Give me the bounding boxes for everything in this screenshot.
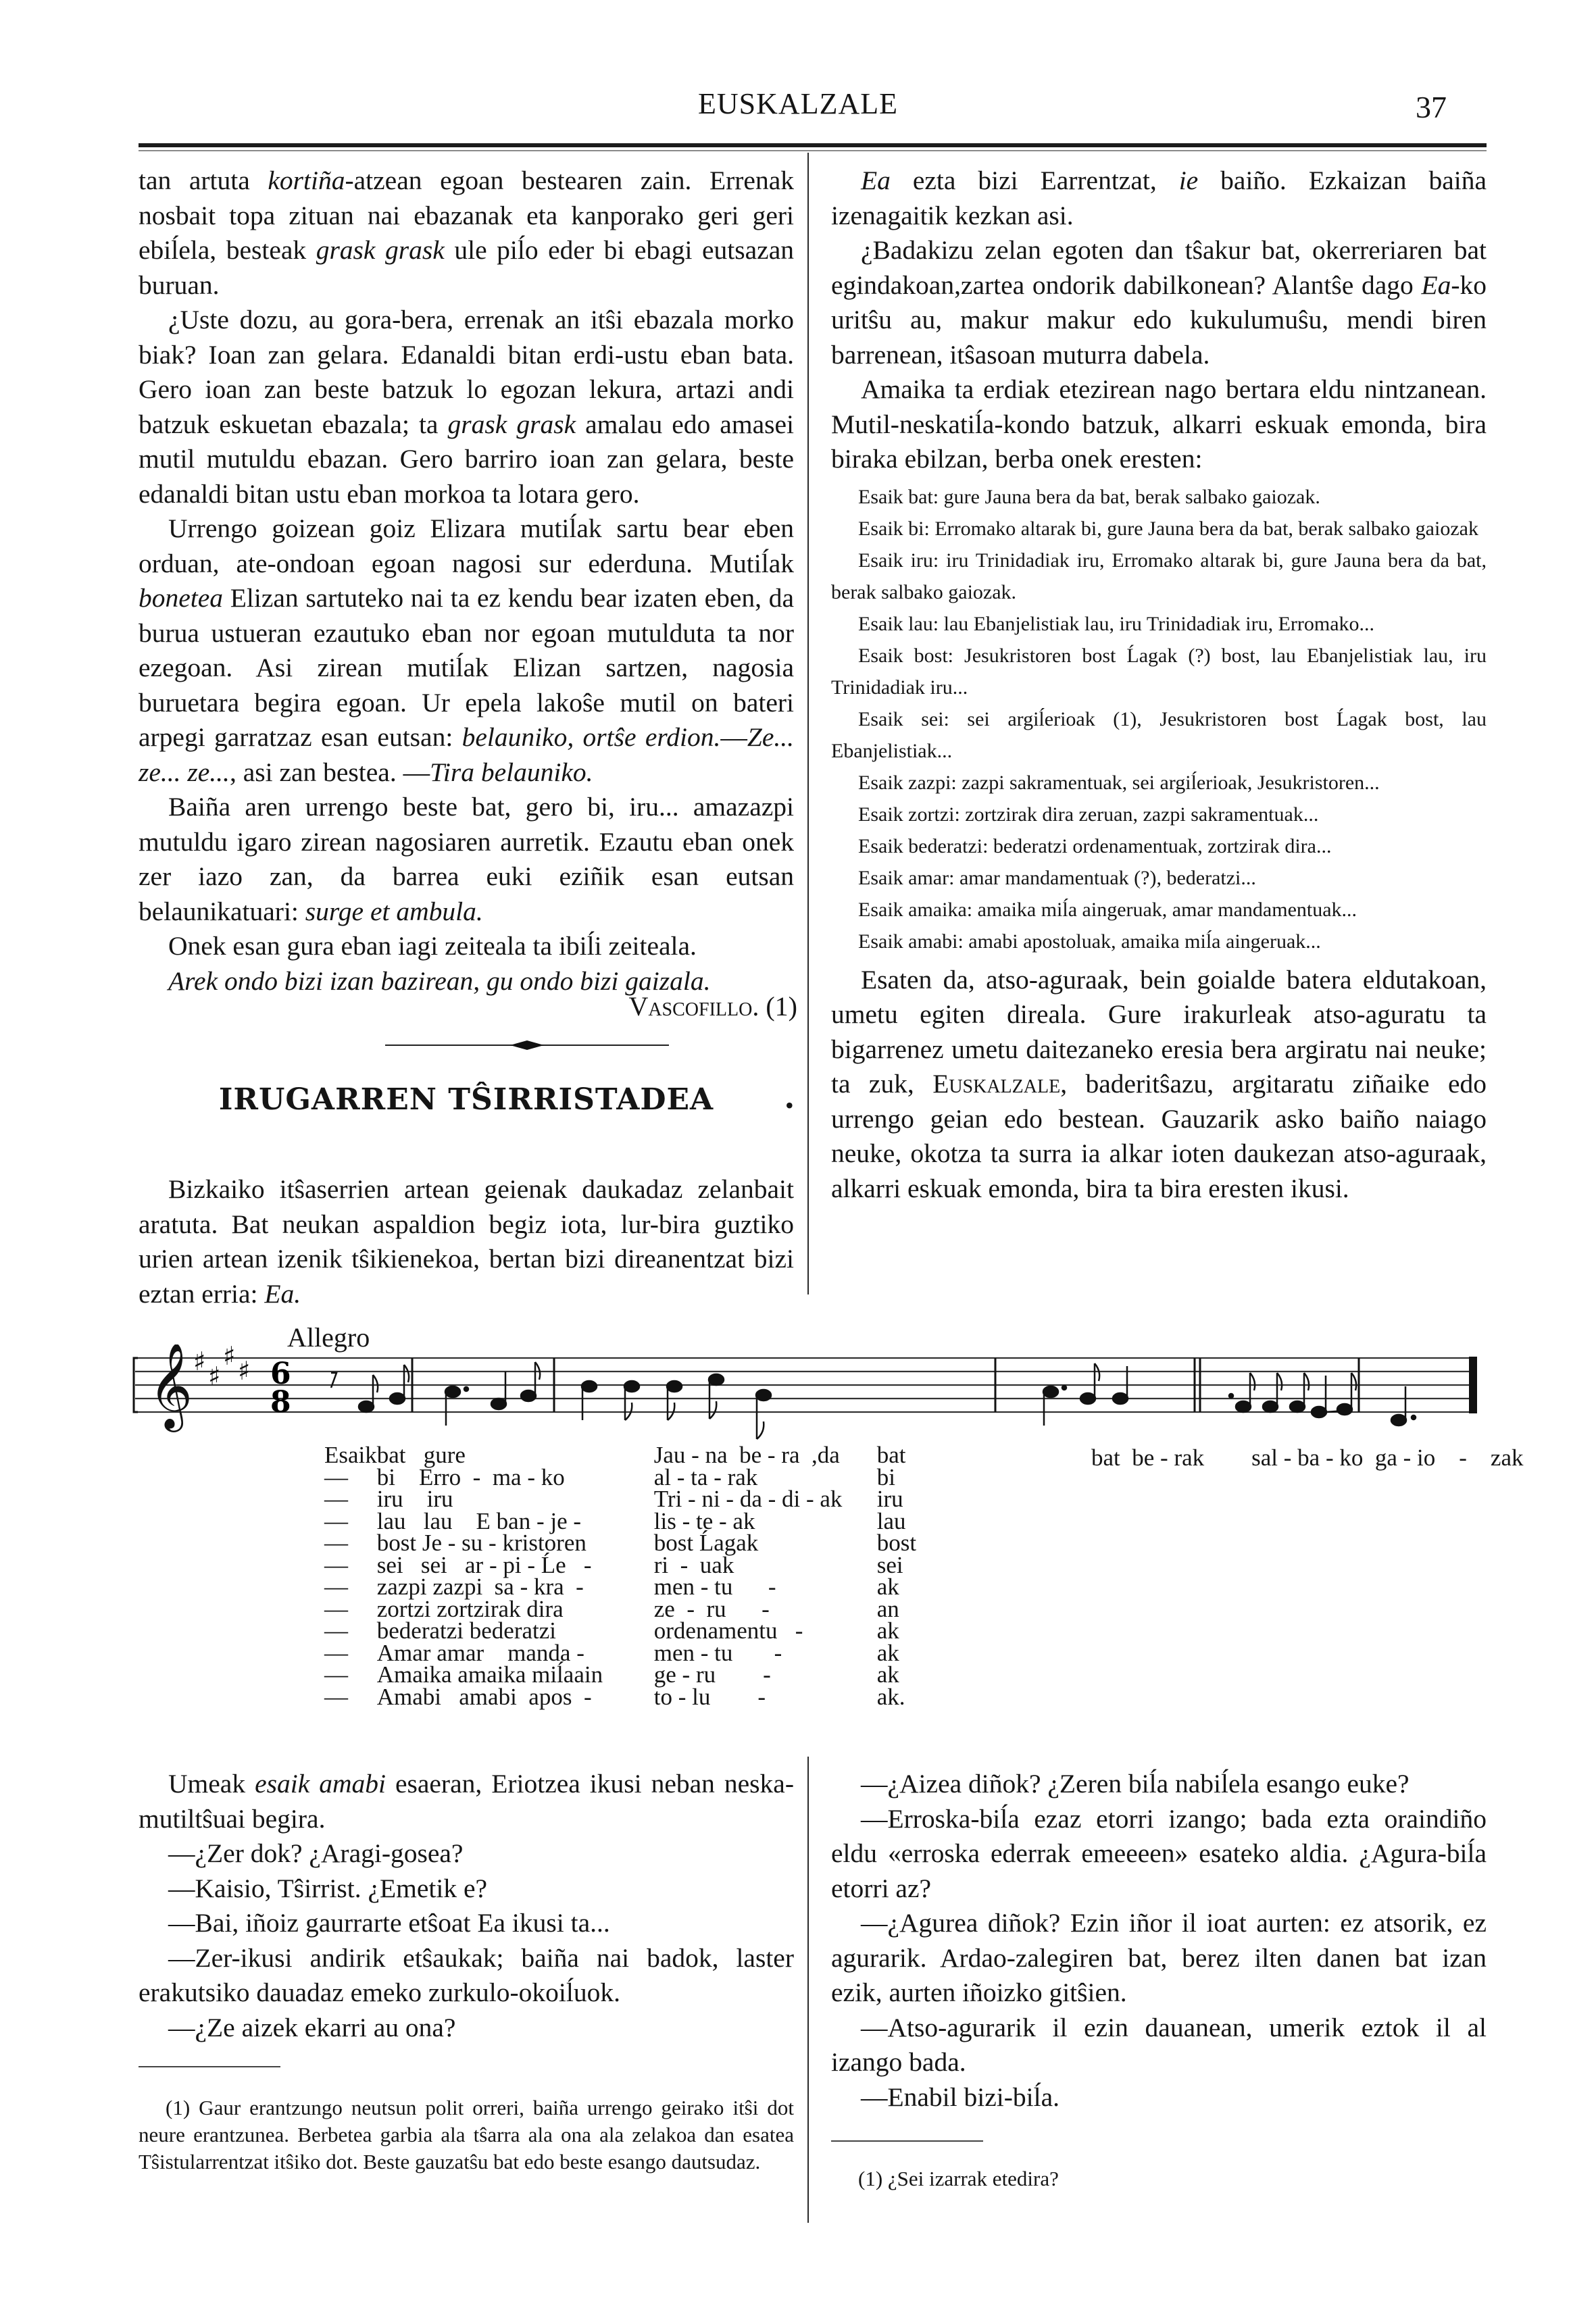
lyrics-cell: Amar amar manda -	[376, 1639, 584, 1666]
paragraph: —Enabil bizi-biĺa.	[861, 2082, 1059, 2112]
verse-line: Esaik bat: gure Jauna bera da bat, berak salbako gaiozak.	[858, 485, 1320, 508]
lyrics-cell: —	[324, 1574, 348, 1600]
lyrics-cell: bi Erro - ma - ko	[376, 1463, 565, 1490]
lyrics-cell: —	[324, 1617, 348, 1644]
verse-line: Esaik zazpi: zazpi sakramentuak, sei argiĺerioak, Jesukristoren...	[858, 771, 1380, 794]
paragraph: —¿Agurea diñok? Ezin iñor il ioat aurten: ez atsorik, ez agurarik. Ardao-zalegiren bat, berez ilten danen bat izan ezik, aurten iñoizko gitŝien.	[831, 1908, 1487, 2007]
dialogue-right	[831, 1767, 1487, 2115]
lyrics-table	[324, 1444, 978, 1708]
key-signature-sharps	[193, 1344, 250, 1391]
lyrics-cell: ge - ru -	[653, 1661, 771, 1688]
verse-line: Esaik amaika: amaika miĺa aingeruak, amar mandamentuak...	[858, 898, 1357, 921]
time-sig-top: 6	[270, 1357, 291, 1391]
lyrics-cell: lau	[876, 1507, 906, 1534]
lyrics-cell: bost	[876, 1530, 917, 1556]
verses	[831, 481, 1487, 957]
dialogue-left	[139, 1767, 794, 2045]
paragraph: tan artuta kortiña-atzean egoan bestearen zain. Errenak nosbait topa zituan nai ebazanak eta kanporako geri geri ebiĺela, besteak grask grask ule piĺo eder bi ebagi eutsazan buruan.	[139, 166, 794, 300]
lyrics-cell: ri - uak	[653, 1551, 734, 1578]
treble-clef-icon: 𝄞	[149, 1344, 193, 1428]
section-title: IRUGARREN TŜIRRISTADEA	[218, 1082, 714, 1117]
lyrics-cell: ak	[876, 1617, 899, 1644]
stray-mark: •	[785, 1092, 794, 1119]
lyrics-cell: an	[876, 1595, 899, 1622]
column-divider-bottom	[807, 1757, 809, 2223]
verse-line: Esaik bederatzi: bederatzi ordenamentuak, zortzirak dira...	[858, 834, 1332, 857]
lyrics-cell: men - tu -	[653, 1574, 776, 1600]
verse-line: Esaik zortzi: zortzirak dira zeruan, zazpi sakramentuak...	[858, 803, 1319, 826]
paragraph: —¿Ze aizek ekarri au ona?	[168, 2012, 456, 2042]
paragraph: Urrengo goizean goiz Elizara mutiĺak sartu bear eben orduan, ate-ondoan egoan nagosi sur ederduna. Mutiĺak bonetea Elizan sartuteko nai ta ez kendu bear izaten eben, da burua ustueran ezautuko eban nor egoan mutulduta ta nor ezegoan. Asi zirean mutiĺak Elizan sartzen, nagosia buruetara begira egoan. Ur epela lakoŝe mutil on bateri arpegi garratzaz esan eutsan: belauniko, ortŝe erdion.—Ze... ze... ze..., asi zan bestea. —Tira belauniko.	[139, 513, 794, 787]
paragraph: Umeak esaik amabi esaeran, Eriotzea ikusi neban neska-mutiltŝuai begira.	[139, 1769, 794, 1834]
svg-text:♯: ♯	[193, 1347, 206, 1376]
lyrics-cell: sei sei ar - pi - Ĺe -	[376, 1551, 592, 1578]
lyrics-cell: ze - ru -	[653, 1595, 770, 1622]
svg-text:♯: ♯	[238, 1356, 251, 1386]
paragraph: —¿Aizea diñok? ¿Zeren biĺa nabiĺela esango euke?	[861, 1769, 1410, 1799]
music-staff	[128, 1344, 1487, 1446]
footnote-rule-left	[139, 2066, 280, 2067]
verse-line: Esaik amabi: amabi apostoluak, amaika miĺa aingeruak...	[858, 930, 1321, 953]
lyrics-cell: al - ta - rak	[653, 1463, 758, 1490]
lyrics-cell: —	[324, 1530, 348, 1556]
lyrics-cell: —	[324, 1683, 348, 1710]
paragraph: Arek ondo bizi izan bazirean, gu ondo bizi gaizala.	[168, 965, 711, 996]
lyrics-cell: bederatzi bederatzi	[376, 1617, 556, 1644]
lyrics-cell: bat	[876, 1442, 906, 1468]
verse-line: Esaik bost: Jesukristoren bost Ĺagak (?) bost, lau Ebanjelistiak lau, iru Trinidadiak iru...	[831, 644, 1487, 699]
verse-line: Esaik sei: sei argiĺerioak (1), Jesukristoren bost Ĺagak bost, lau Ebanjelistiak...	[831, 707, 1487, 762]
verse-line: Esaik amar: amar mandamentuak (?), bederatzi...	[858, 866, 1256, 889]
paragraph: Baiña aren urrengo beste bat, gero bi, iru... amazazpi mutuldu igaro zirean nagosiaren aurretik. Ezautu eban onek zer iazo zan, da barrea euki eziñik esan eutsan belaunikatuari: surge et ambula.	[139, 792, 794, 926]
lyrics-cell: —	[324, 1486, 348, 1512]
header-rule	[139, 143, 1487, 147]
lyrics-row	[324, 1620, 978, 1642]
paragraph: —Zer-ikusi andirik etŝaukak; baiña nai badok, laster erakutsiko dauadaz emeko zurkulo-okoiĺuok.	[139, 1942, 794, 2007]
verse-line: Esaik bi: Erromako altarak bi, gure Jauna bera da bat, berak salbako gaiozak	[858, 517, 1478, 540]
lyrics-cell: ak.	[876, 1683, 905, 1710]
svg-text:♯: ♯	[208, 1361, 221, 1391]
paragraph: —Kaisio, Tŝirrist. ¿Emetik e?	[168, 1873, 488, 1903]
lyrics-cell: —	[324, 1507, 348, 1534]
lyrics-cell: Esaik	[324, 1442, 377, 1468]
verse-list	[831, 481, 1487, 957]
paragraph: Onek esan gura eban iagi zeiteala ta ibiĺi zeiteala.	[168, 931, 697, 961]
lyrics-row	[324, 1576, 978, 1599]
paragraph: Amaika ta erdiak etezirean nago bertara eldu nintzanean. Mutil-neskatiĺa-kondo batzuk, alkarri eskuak emonda, bira biraka ebilzan, berba onek eresten:	[831, 374, 1487, 474]
left-column-top	[139, 164, 794, 999]
lyrics-cell: —	[324, 1551, 348, 1578]
paragraph: —¿Zer dok? ¿Aragi-gosea?	[168, 1838, 464, 1868]
right-column-top	[831, 164, 1487, 1206]
running-title: EUSKALZALE	[698, 87, 898, 120]
lyrics-cell: —	[324, 1463, 348, 1490]
lyrics-first-line-tail: bat be - rak sal - ba - ko ga - io - zak	[1091, 1444, 1524, 1471]
lyrics-cell: Amabi amabi apos -	[376, 1683, 592, 1710]
lyrics-cell: zortzi zortzirak dira	[376, 1595, 564, 1622]
author-signature: Vascofillo. (1)	[628, 991, 797, 1022]
lyrics-cell: Tri - ni - da - di - ak	[653, 1486, 843, 1512]
paragraph: —Atso-agurarik il ezin dauanean, umerik eztok il al izango bada.	[831, 2012, 1487, 2077]
paragraph: —Erroska-biĺa ezaz etorri izango; bada ezta oraindiño eldu «erroska ederrak emeeeen» esateko aldia. ¿Agura-biĺa etorri az?	[831, 1803, 1487, 1903]
section-intro	[139, 1172, 794, 1311]
lyrics-row	[324, 1664, 978, 1686]
lyrics-cell: ordenamentu -	[653, 1617, 803, 1644]
lyrics-cell: lis - te - ak	[653, 1507, 755, 1534]
lyrics-cell: ak	[876, 1574, 899, 1600]
lyrics-cell: sei	[876, 1551, 903, 1578]
time-sig-bottom: 8	[270, 1385, 291, 1419]
lyrics-cell: —	[324, 1595, 348, 1622]
lyrics-cell: men - tu -	[653, 1639, 782, 1666]
footnote-right	[831, 2165, 1487, 2192]
footnote-left	[139, 2094, 794, 2175]
lyrics-row	[324, 1532, 978, 1555]
lyrics-cell: —	[324, 1661, 348, 1688]
footnote-left-text: (1) Gaur erantzungo neutsun polit orreri, baiña urrengo geirako itŝi dot neure erantzunea. Berbetea garbia ala tŝarra ala ona ala zelakoa dan esatea Tŝistularrentzat itŝiko dot. Beste gauzatŝu bat edo beste esango dautsudaz.	[139, 2096, 794, 2173]
lyrics-cell: bat gure	[376, 1442, 466, 1468]
paragraph: Ea ezta bizi Earrentzat, ie baiño. Ezkaizan baiña izenagaitik kezkan asi.	[831, 166, 1487, 230]
verse-line: Esaik iru: iru Trinidadiak iru, Erromako altarak bi, gure Jauna bera da bat, berak salbako gaiozak.	[831, 549, 1487, 603]
paragraph: —Bai, iñoiz gaurrarte etŝoat Ea ikusi ta...	[168, 1908, 610, 1938]
lyrics-cell: Amaika amaika miĺaain	[376, 1661, 603, 1688]
paragraph: ¿Uste dozu, au gora-bera, errenak an itŝi ebazala morko biak? Ioan zan gelara. Edanaldi bitan erdi-ustu eban bata. Gero ioan zan beste batzuk lo egozan lekura, artazi andi batzuk eskuetan ebazala; ta grask grask amalau edo amasei mutil mutuldu ebazan. Gero barriro ioan zan gelara, beste edanaldi bitan ustu eban morkoa ta lotara gero.	[139, 305, 794, 509]
tempo-marking: Allegro	[287, 1322, 370, 1353]
header-rule-thin	[139, 150, 1487, 151]
svg-text:♯: ♯	[223, 1344, 236, 1371]
column-divider-top	[807, 153, 809, 1294]
article-body-right	[831, 164, 1487, 477]
paragraph: ¿Badakizu zelan egoten dan tŝakur bat, okerreriaren bat egindakoan,zartea ondorik dabilkonean? Alantŝe dago Ea-ko uritŝu au, makur makur edo kukulumuŝu, mendi biren barrenean, itŝasoan muturra dabela.	[831, 235, 1487, 370]
lyrics-row	[324, 1686, 978, 1709]
lyrics-cell: bost Je - su - kristoren	[376, 1530, 587, 1556]
ornament-divider	[385, 1040, 669, 1050]
lyrics-cell: iru iru	[376, 1486, 453, 1512]
lyrics-cell: lau lau E ban - je -	[376, 1507, 582, 1534]
lyrics-row	[324, 1444, 978, 1467]
lyrics-cell: iru	[876, 1486, 903, 1512]
final-barline	[1469, 1357, 1477, 1413]
lyrics-cell: bost Ĺagak	[653, 1530, 759, 1556]
verse-line: Esaik lau: lau Ebanjelistiak lau, iru Trinidadiak iru, Erromako...	[858, 612, 1375, 635]
lyrics-row	[324, 1488, 978, 1511]
article-body	[139, 164, 794, 999]
footnote-rule-right	[831, 2140, 983, 2142]
lyrics-cell: zazpi zazpi sa - kra -	[376, 1574, 584, 1600]
right-column-bottom	[831, 1767, 1487, 2115]
lyrics-cell: ak	[876, 1661, 899, 1688]
lyrics-cell: to - lu -	[653, 1683, 766, 1710]
page-number: 37	[1416, 90, 1447, 124]
lyrics-cell: —	[324, 1639, 348, 1666]
lyrics-cell: ak	[876, 1639, 899, 1666]
lyrics-cell: bi	[876, 1463, 895, 1490]
intro-paragraph: Bizkaiko itŝaserrien artean geienak daukadaz zelanbait aratuta. Bat neukan aspaldion begiz iota, lur-bira guztiko urien artean izenik tŝikienekoa, bertan bizi direanentzat bizi eztan erria: Ea.	[139, 1174, 794, 1309]
lyrics-rows	[324, 1444, 978, 1708]
closing-paragraph: Esaten da, atso-aguraak, bein goialde batera eldutakoan, umetu egiten direala. Gure irakurleak atso-aguratu ta bigarrenez umetu daitezaneko eresia bera argiratu nai neuke; ta zuk, Euskalzale, baderitŝazu, argitaratu ziñaike edo urrengo geian edo bestean. Gauzarik asko baiño naiago neuke, okotza ta surra ia alkar ioten daukezan atso-aguraak, alkarri eskuak emonda, bira ta bira eresten ikusi.	[831, 964, 1487, 1203]
footnote-right-text: (1) ¿Sei izarrak etedira?	[858, 2167, 1059, 2190]
lyrics-cell: Jau - na be - ra ,da	[653, 1442, 840, 1468]
left-column-bottom	[139, 1767, 794, 2045]
